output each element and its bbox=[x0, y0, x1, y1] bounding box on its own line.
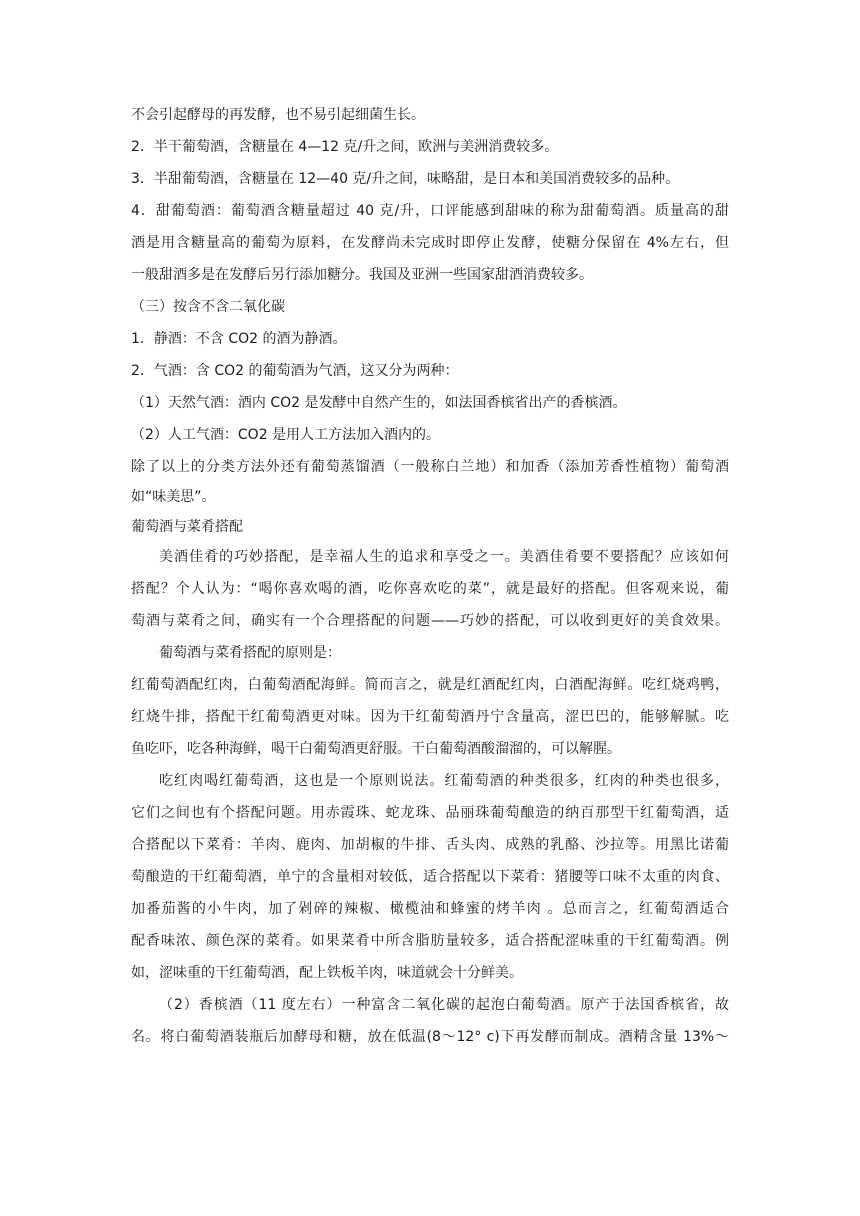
text-line: 合搭配以下菜肴：羊肉、鹿肉、加胡椒的牛排、舌头肉、成熟的乳酪、沙拉等。用黑比诺葡 bbox=[131, 837, 729, 853]
text-line: 吃红肉喝红葡萄酒，这也是一个原则说法。红葡萄酒的种类很多，红肉的种类也很多， bbox=[159, 773, 729, 789]
section-heading: （三）按含不含二氧化碳 bbox=[131, 299, 285, 315]
document-body bbox=[131, 104, 729, 1058]
section-heading: 葡萄酒与菜肴搭配 bbox=[131, 519, 243, 535]
text-line: 加番茄酱的小牛肉，加了剁碎的辣椒、橄榄油和蜂蜜的烤羊肉 。总而言之，红葡萄酒适合 bbox=[131, 901, 729, 917]
text-line: 它们之间也有个搭配问题。用赤霞珠、蛇龙珠、品丽珠葡萄酿造的纳百那型干红葡萄酒，适 bbox=[131, 805, 729, 821]
text-line: 2．气酒：含 CO2 的葡萄酒为气酒，这又分为两种： bbox=[131, 363, 459, 379]
text-line: 除了以上的分类方法外还有葡萄蒸馏酒（一般称白兰地）和加香（添加芳香性植物）葡萄酒 bbox=[131, 459, 729, 475]
text-line: 3．半甜葡萄酒，含糖量在 12—40 克/升之间，味略甜，是日本和美国消费较多的品种。 bbox=[131, 171, 680, 187]
text-line: （2）香槟酒（11 度左右）一种富含二氧化碳的起泡白葡萄酒。原产于法国香槟省，故 bbox=[159, 997, 729, 1013]
text-line: 配香味浓、颜色深的菜肴。如果菜肴中所含脂肪量较多，适合搭配涩味重的干红葡萄酒。例 bbox=[131, 933, 729, 949]
text-line: 1．静酒：不含 CO2 的酒为静酒。 bbox=[131, 331, 347, 347]
text-line: 美酒佳肴的巧妙搭配，是幸福人生的追求和享受之一。美酒佳肴要不要搭配？应该如何 bbox=[159, 549, 729, 565]
text-line: 酒是用含糖量高的葡萄为原料，在发酵尚未完成时即停止发酵，使糖分保留在 4%左右，但 bbox=[131, 235, 729, 251]
text-line: 鱼吃吓，吃各种海鲜，喝干白葡萄酒更舒服。干白葡萄酒酸溜溜的，可以解腥。 bbox=[131, 741, 621, 757]
text-line: 如“味美思”。 bbox=[131, 489, 216, 505]
text-line: 红葡萄酒配红肉，白葡萄酒配海鲜。简而言之，就是红酒配红肉，白酒配海鲜。吃红烧鸡鸭， bbox=[131, 677, 729, 693]
text-line: 搭配？个人认为：“喝你喜欢喝的酒，吃你喜欢吃的菜”，就是最好的搭配。但客观来说，葡 bbox=[131, 581, 729, 597]
text-line: 萄酿造的干红葡萄酒，单宁的含量相对较低，适合搭配以下菜肴：猪腰等口味不太重的肉食、 bbox=[131, 869, 729, 885]
text-line: 葡萄酒与菜肴搭配的原则是： bbox=[159, 645, 341, 661]
text-line: 红烧牛排，搭配干红葡萄酒更对味。因为干红葡萄酒丹宁含量高，涩巴巴的，能够解腻。吃 bbox=[131, 709, 729, 725]
text-line: 2．半干葡萄酒，含糖量在 4—12 克/升之间，欧洲与美洲消费较多。 bbox=[131, 139, 559, 155]
text-line: 4．甜葡萄酒：葡萄酒含糖量超过 40 克/升，口评能感到甜味的称为甜葡萄酒。质量高的甜 bbox=[131, 203, 729, 219]
text-line: （2）人工气酒：CO2 是用人工方法加入酒内的。 bbox=[131, 427, 441, 443]
text-line: 名。将白葡萄酒装瓶后加酵母和糖，放在低温(8～12° c)下再发酵而制成。酒精含量 13%～ bbox=[131, 1029, 729, 1045]
text-line: （1）天然气酒：酒内 CO2 是发酵中自然产生的，如法国香槟省出产的香槟酒。 bbox=[131, 395, 627, 411]
text-line: 一般甜酒多是在发酵后另行添加糖分。我国及亚洲一些国家甜酒消费较多。 bbox=[131, 267, 593, 283]
text-line: 不会引起酵母的再发酵，也不易引起细菌生长。 bbox=[131, 107, 425, 123]
text-line: 如，涩味重的干红葡萄酒，配上铁板羊肉，味道就会十分鲜美。 bbox=[131, 965, 523, 981]
text-line: 萄酒与菜肴之间，确实有一个合理搭配的问题——巧妙的搭配，可以收到更好的美食效果。 bbox=[131, 613, 729, 629]
